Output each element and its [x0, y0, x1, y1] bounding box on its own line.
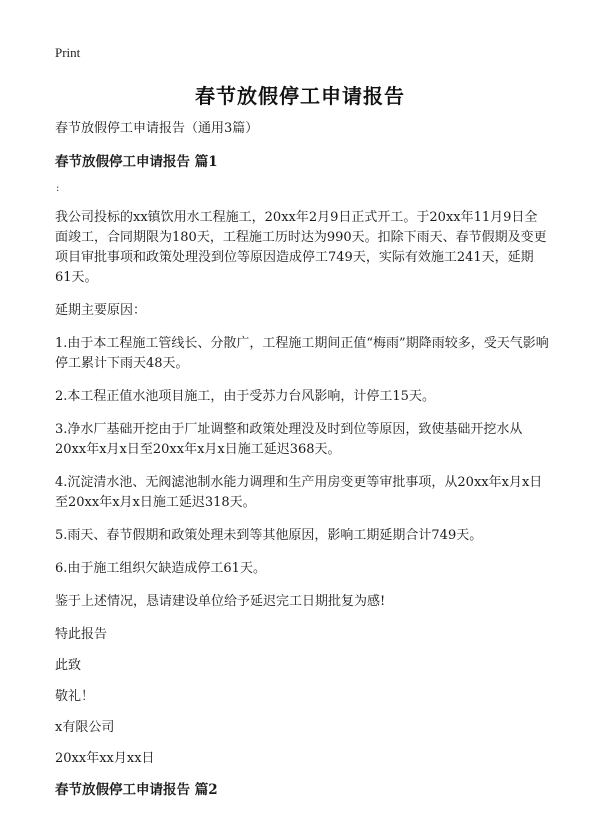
page-title: 春节放假停工申请报告 [195, 84, 405, 108]
conclusion-paragraph: 鉴于上述情况，恳请建设单位给予延迟完工日期批复为感! [55, 594, 386, 609]
reason-item: 3.净水厂基础开挖由于厂址调整和政策处理没及时到位等原因，致使基础开挖水从20xx年x月x日至20xx年x月x日施工延迟368天。 [55, 422, 523, 457]
document-date: 20xx年xx月xx日 [55, 751, 155, 766]
section-heading-2: 春节放假停工申请报告 篇2 [55, 782, 218, 798]
reason-item: 6.由于施工组织欠缺造成停工61天。 [55, 561, 266, 576]
company-name: x有限公司 [55, 720, 115, 735]
section-heading-1: 春节放假停工申请报告 篇1 [55, 154, 218, 170]
reason-item: 1.由于本工程施工管线长、分散广，工程施工期间正值“梅雨”期降雨较多，受天气影响停工累计下雨天48天。 [55, 336, 549, 371]
document-body [55, 119, 550, 810]
reason-item: 4.沉淀清水池、无阀滤池制水能力调理和生产用房变更等审批事项，从20xx年x月x日至20xx年x月x日施工延迟318天。 [55, 475, 543, 510]
bullet-marker: : [56, 183, 60, 194]
reason-item: 5.雨天、春节假期和政策处理未到等其他原因，影响工期延期合计749天。 [55, 528, 483, 543]
reasons-heading: 延期主要原因： [55, 303, 147, 318]
closing-line: 敬礼！ [55, 689, 95, 704]
document-subtitle: 春节放假停工申请报告（通用3篇） [55, 121, 259, 136]
closing-line: 此致 [55, 658, 82, 673]
closing-line: 特此报告 [55, 627, 108, 642]
reason-item: 2.本工程正值水池项目施工，由于受苏力台风影响，计停工15天。 [55, 389, 435, 404]
print-label: Print [55, 45, 81, 60]
intro-paragraph: 我公司投标的xx镇饮用水工程施工，20xx年2月9日正式开工。于20xx年11月9日全面竣工，合同期限为180天，工程施工历时达为990天。扣除下雨天、春节假期及变更项目审批事项和政策处理没到位等原因造成停工749天，实际有效施工241天，延期61天。 [55, 210, 547, 285]
